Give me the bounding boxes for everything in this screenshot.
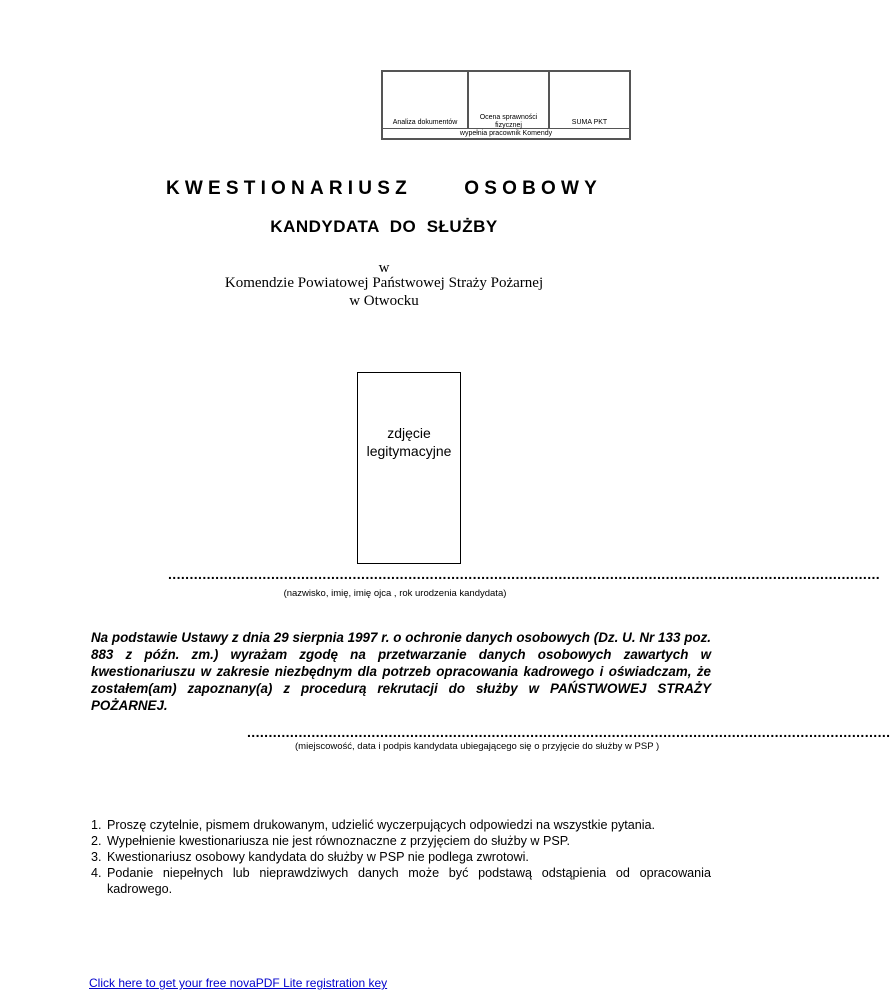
score-cell-fitness <box>469 114 548 130</box>
consent-statement: Na podstawie Ustawy z dnia 29 sierpnia 1997 r. o ochronie danych osobowych (Dz. U. Nr 133 poz. 883 z późn. zm.) wyrażam zgodę na przetwarzanie danych osobowych zawartych w kwestionariuszu w zakresie niezbędnym dla potrzeb opracowania kadrowego i oświadczam, że zostałem(am) zapoznany(a) z procedurą rekrutacji do służby w PAŃSTWOWEJ STRAŻY POŻARNEJ. <box>91 630 711 713</box>
list-item-number: 3. <box>91 850 102 864</box>
page-title: KWESTIONARIUSZ OSOBOWY <box>165 178 603 199</box>
list-item <box>91 865 711 897</box>
list-item-number: 2. <box>91 834 102 848</box>
photo-label <box>358 424 460 460</box>
list-item-text: Kwestionariusz osobowy kandydata do służby w PSP nie podlega zwrotowi. <box>107 850 529 864</box>
list-item <box>91 817 711 833</box>
list-item-text: Proszę czytelnie, pismem drukowanym, udzielić wyczerpujących odpowiedzi na wszystkie pytania. <box>107 818 656 832</box>
score-cell-documents: Analiza dokumentów <box>392 119 458 126</box>
score-cell-fitness-line2: fizycznej <box>495 122 522 129</box>
signature-field-dots[interactable]: ...................................................................................................................................................... <box>247 724 890 740</box>
list-item <box>91 849 711 865</box>
page-subtitle: KANDYDATA DO SŁUŻBY <box>270 217 498 236</box>
signature-field-caption: (miejscowość, data i podpis kandydata ubiegającego się o przyjęcie do służby w PSP ) <box>295 741 660 752</box>
score-cell-fitness-line1: Ocena sprawności <box>479 114 538 121</box>
list-item-text: Podanie niepełnych lub nieprawdziwych danych może być podstawą odstąpienia od opracowania kadrowego. <box>107 866 711 896</box>
list-item-number: 4. <box>91 866 102 880</box>
list-item-number: 1. <box>91 818 102 832</box>
preposition: w <box>378 260 390 276</box>
photo-label-line2: legitymacyjne <box>366 443 452 459</box>
photo-label-line1: zdjęcie <box>387 425 431 441</box>
name-field-caption: (nazwisko, imię, imię ojca , rok urodzenia kandydata) <box>283 588 507 599</box>
registration-link[interactable]: Click here to get your free novaPDF Lite registration key <box>89 976 388 990</box>
institution-name: Komendzie Powiatowej Państwowej Straży Pożarnej <box>224 275 544 291</box>
institution-city: w Otwocku <box>349 293 419 309</box>
list-item <box>91 833 711 849</box>
list-item-text: Wypełnienie kwestionariusza nie jest równoznaczne z przyjęciem do służby w PSP. <box>107 834 571 848</box>
photo-box <box>357 372 461 564</box>
score-table-footer: wypełnia pracownik Komendy <box>459 130 553 137</box>
name-field-dots[interactable]: ...................................................................................................................................................................... <box>168 566 881 582</box>
score-table <box>381 70 631 140</box>
instructions-list <box>91 817 711 897</box>
score-cell-total: SUMA PKT <box>571 119 608 126</box>
